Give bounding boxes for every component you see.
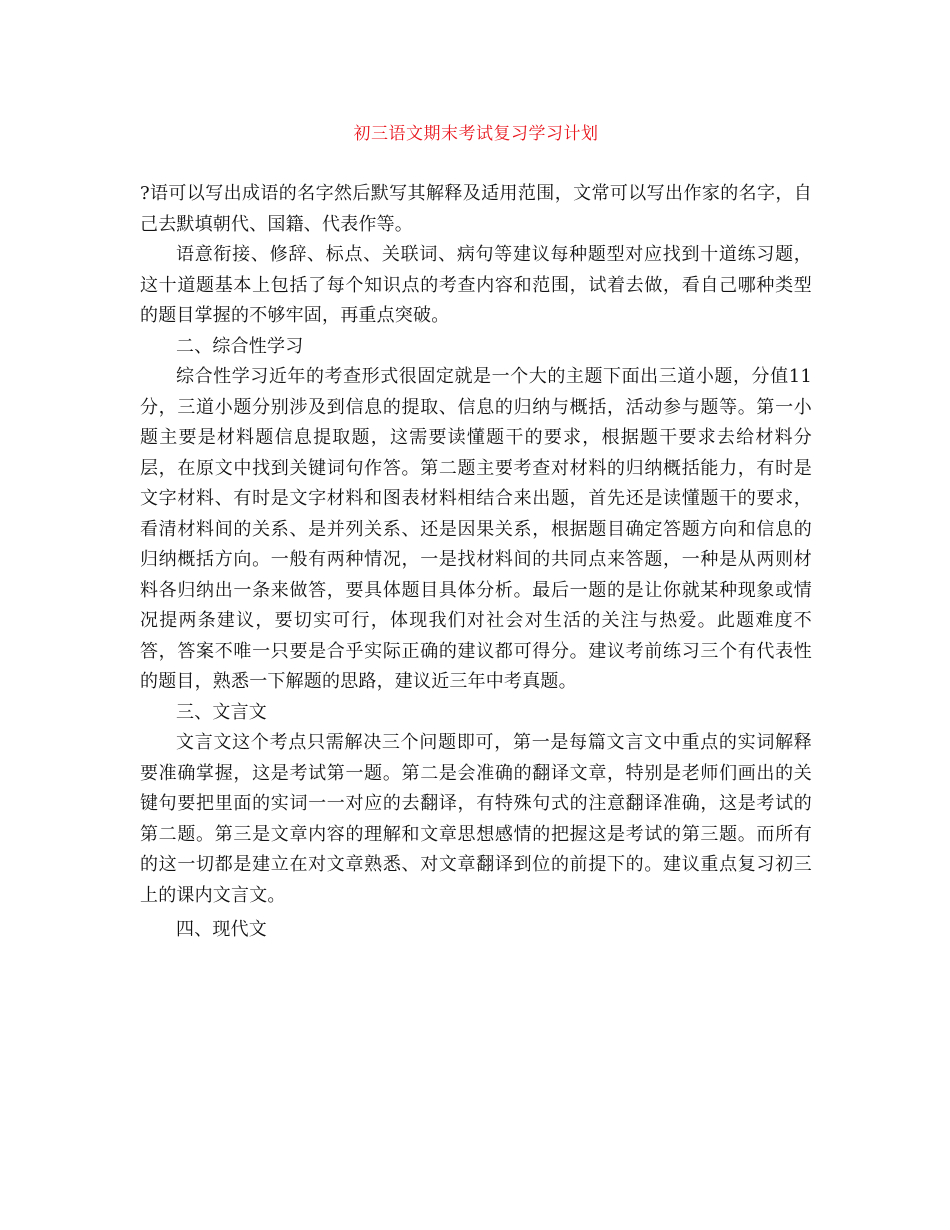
section-heading-classical: 三、文言文 [176, 701, 267, 723]
section-heading-comprehensive: 二、综合性学习 [176, 335, 304, 357]
paragraph-practice: 语意衔接、修辞、标点、关联词、病句等建议每种题型对应找到十道练习题，这十道题基本上包括了每个知识点的考查内容和范围，试着去做，看自己哪种类型的题目掌握的不够牢固，再重点突破。 [140, 244, 812, 326]
paragraph-comprehensive: 综合性学习近年的考查形式很固定就是一个大的主题下面出三道小题，分值11分，三道小题分别涉及到信息的提取、信息的归纳与概括，活动参与题等。第一小题主要是材料题信息提取题，这需要读懂题干的要求，根据题干要求去给材料分层，在原文中找到关键词句作答。第二题主要考查对材料的归纳概括能力，有时是文字材料、有时是文字材料和图表材料相结合来出题，首先还是读懂题干的要求，看清材料间的关系、是并列关系、还是因果关系，根据题目确定答题方向和信息的归纳概括方向。一般有两种情况，一是找材料间的共同点来答题，一种是从两则材料各归纳出一条来做答，要具体题目具体分析。最后一题的是让你就某种现象或情况提两条建议，要切实可行，体现我们对社会对生活的关注与热爱。此题难度不答，答案不唯一只要是合乎实际正确的建议都可得分。建议考前练习三个有代表性的题目，熟悉一下解题的思路，建议近三年中考真题。 [140, 366, 812, 692]
paragraph-classical: 文言文这个考点只需解决三个问题即可，第一是每篇文言文中重点的实词解释要准确掌握，这是考试第一题。第二是会准确的翻译文章，特别是老师们画出的关键句要把里面的实词一一对应的去翻译，有特殊句式的注意翻译准确，这是考试的第二题。第三是文章内容的理解和文章思想感情的把握这是考试的第三题。而所有的这一切都是建立在对文章熟悉、对文章翻译到位的前提下的。建议重点复习初三上的课内文言文。 [140, 732, 812, 906]
paragraph-idioms: ?语可以写出成语的名字然后默写其解释及适用范围，文常可以写出作家的名字，自己去默填朝代、国籍、代表作等。 [140, 183, 812, 235]
document-title: 初三语文期末考试复习学习计划 [353, 124, 599, 144]
section-heading-modern: 四、现代文 [176, 919, 267, 940]
